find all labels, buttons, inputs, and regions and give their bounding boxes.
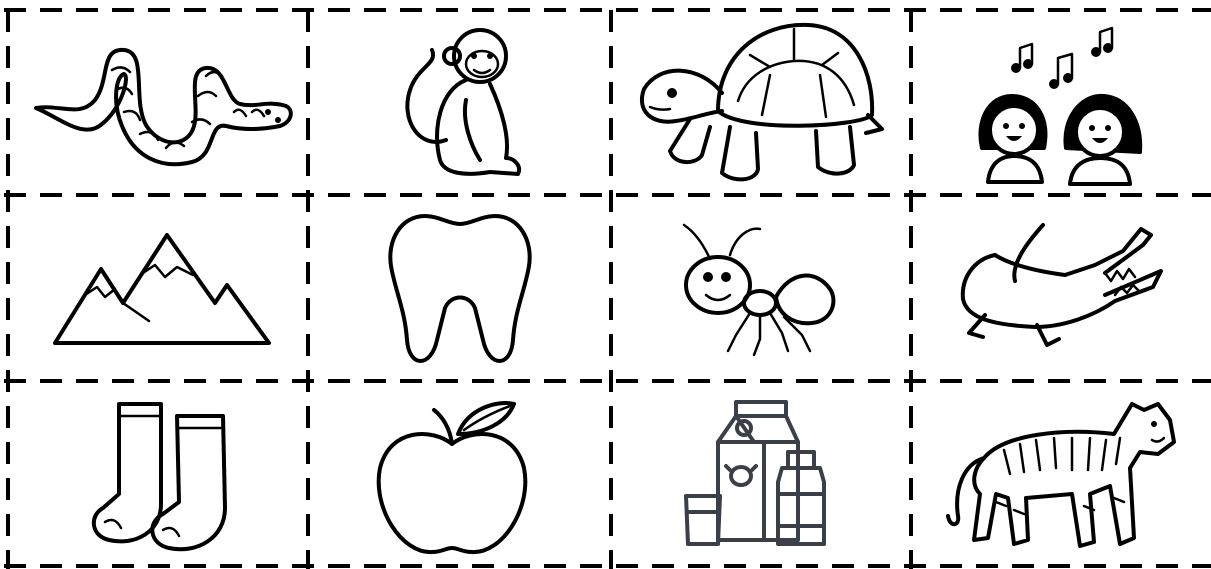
card-apple	[372, 398, 532, 560]
card-tiger	[944, 398, 1176, 554]
card-mountains	[45, 225, 280, 355]
mountains-icon	[45, 225, 280, 355]
card-monkey	[370, 20, 540, 185]
card-snake	[20, 30, 300, 180]
card-ant	[680, 215, 840, 365]
singing-children-icon	[970, 22, 1150, 187]
ant-icon	[680, 215, 840, 365]
card-singing-children	[970, 22, 1150, 187]
tooth-icon	[385, 210, 535, 370]
card-tooth	[385, 210, 535, 370]
monkey-icon	[370, 20, 540, 185]
card-milk	[682, 398, 837, 554]
socks-icon	[85, 398, 235, 560]
crocodile-icon	[955, 215, 1170, 355]
tiger-icon	[944, 398, 1176, 554]
card-crocodile	[955, 215, 1170, 355]
card-turtle	[630, 15, 895, 185]
milk-icon	[682, 398, 837, 554]
apple-icon	[372, 398, 532, 560]
music-notes	[1011, 28, 1113, 89]
card-socks	[85, 398, 235, 560]
turtle-icon	[630, 15, 895, 185]
snake-icon	[20, 30, 300, 180]
